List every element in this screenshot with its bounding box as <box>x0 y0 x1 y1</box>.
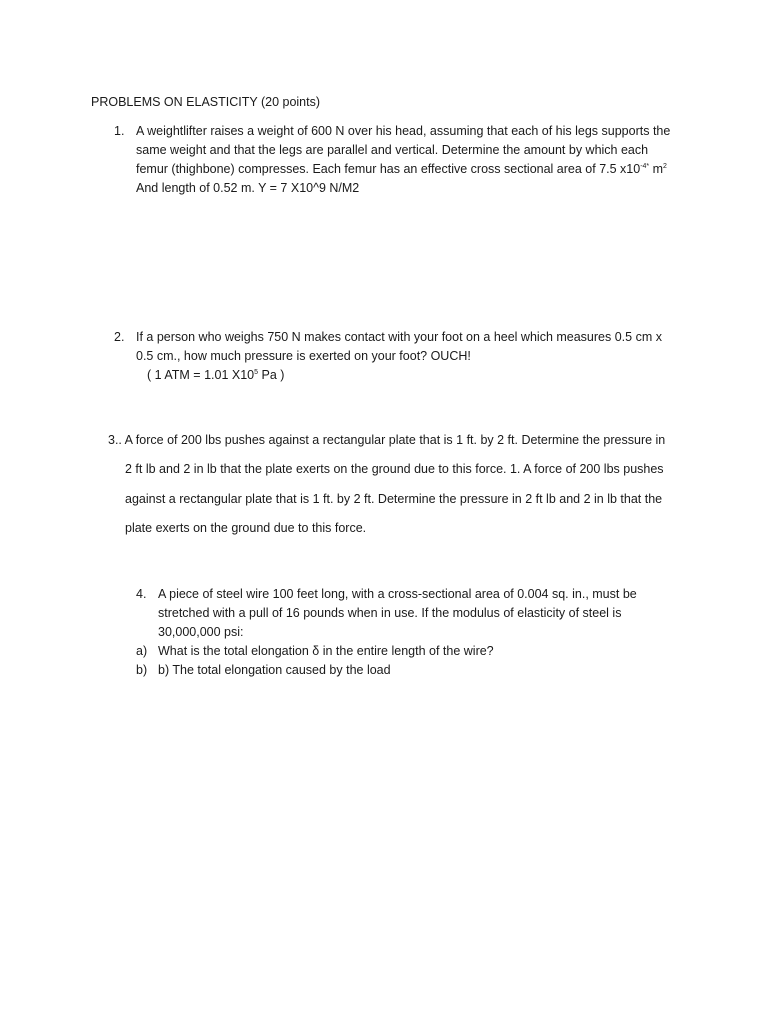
problem-2-line-2: 0.5 cm., how much pressure is exerted on your foot? OUCH! <box>136 349 471 363</box>
problem-4-a-label: a) <box>136 644 148 658</box>
problem-1-unit-exponent: 2 <box>663 163 667 170</box>
problem-1-exponent: -4* <box>640 163 650 170</box>
problem-4-line-1: A piece of steel wire 100 feet long, with a cross-sectional area of 0.004 sq. in., must be <box>158 587 637 601</box>
problem-3-line-2: 2 ft lb and 2 in lb that the plate exerts on the ground due to this force. 1. A force of 200 lbs pushes <box>125 462 664 476</box>
problem-3-line-4: plate exerts on the ground due to this force. <box>125 521 367 535</box>
problem-1-line-1: A weightlifter raises a weight of 600 N over his head, assuming that each of his legs supports the <box>136 124 671 138</box>
problem-2-number: 2. <box>114 330 125 344</box>
problem-1-line-2: same weight and that the legs are parallel and vertical. Determine the amount by which each <box>136 143 649 157</box>
problem-1-unit: m <box>649 162 664 176</box>
problem-2-line-1: If a person who weighs 750 N makes contact with your foot on a heel which measures 0.5 cm x <box>136 330 662 344</box>
problem-1-line-3-text: femur (thighbone) compresses. Each femur has an effective cross sectional area of 7.5 x10 <box>136 162 641 176</box>
problem-2-line-3 <box>147 369 284 382</box>
problem-3-line-3: against a rectangular plate that is 1 ft. by 2 ft. Determine the pressure in 2 ft lb and 2 in lb that the <box>125 492 663 506</box>
problem-2-line-3-end: Pa ) <box>258 368 285 382</box>
problem-1-line-3 <box>136 163 667 176</box>
problem-2-line-3-text: ( 1 ATM = 1.01 X10 <box>147 368 255 382</box>
problem-2-exponent: 5 <box>254 369 259 376</box>
page-title: PROBLEMS ON ELASTICITY (20 points) <box>91 95 321 109</box>
problem-1-line-4: And length of 0.52 m. Y = 7 X10^9 N/M2 <box>136 181 360 195</box>
problem-4-line-3: 30,000,000 psi: <box>158 625 244 639</box>
problem-3-line-1: 3.. A force of 200 lbs pushes against a rectangular plate that is 1 ft. by 2 ft. Determine the pressure in <box>108 433 666 447</box>
problem-4-number: 4. <box>136 587 147 601</box>
problem-4-b-label: b) <box>136 663 148 677</box>
problem-4-b-text: b) The total elongation caused by the load <box>158 663 391 677</box>
problem-4-a-text: What is the total elongation δ in the entire length of the wire? <box>158 644 494 658</box>
problem-1-number: 1. <box>114 124 125 138</box>
problem-4-line-2: stretched with a pull of 16 pounds when in use. If the modulus of elasticity of steel is <box>158 606 622 620</box>
